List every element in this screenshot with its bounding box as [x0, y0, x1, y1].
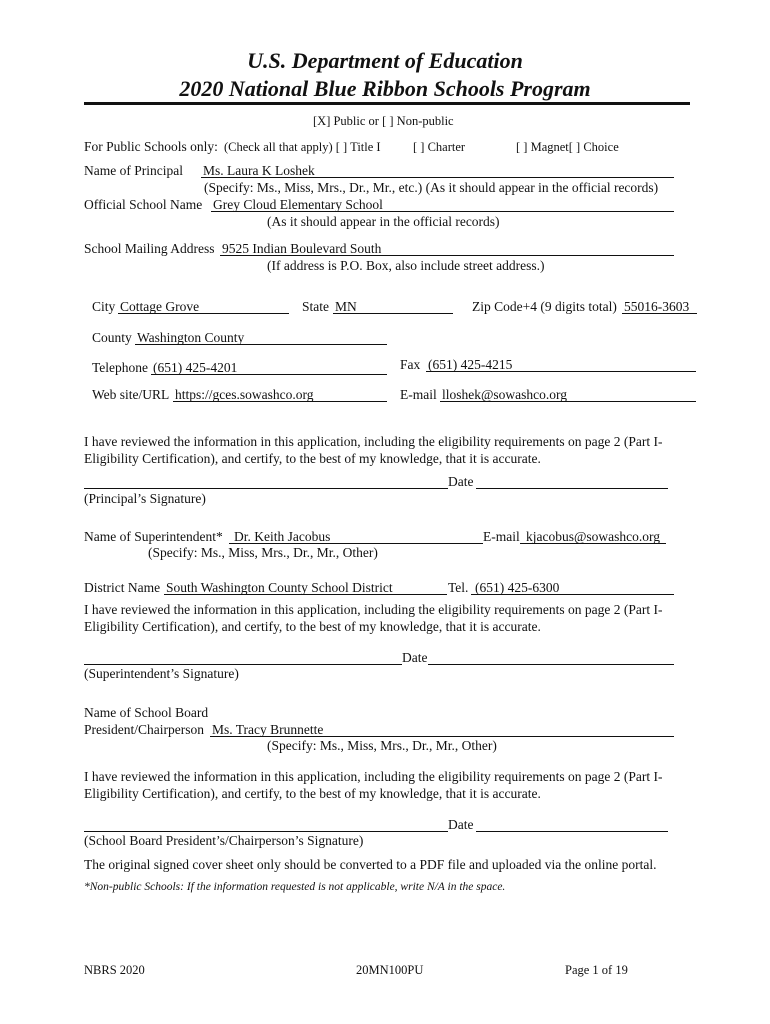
principal-signature-label: (Principal’s Signature) — [84, 491, 206, 506]
board-label-line2: President/Chairperson — [84, 722, 204, 737]
state-label: State — [302, 299, 329, 314]
zip-label: Zip Code+4 (9 digits total) — [472, 299, 617, 314]
district-value[interactable]: South Washington County School District — [166, 580, 393, 595]
website-line — [173, 401, 387, 402]
mailing-address-line — [220, 255, 674, 256]
district-tel-value[interactable]: (651) 425-6300 — [475, 580, 560, 595]
district-tel-line — [471, 594, 674, 595]
board-cert-line1: I have reviewed the information in this application, including the eligibility requirements on page 2 (Part I- — [84, 769, 663, 784]
website-label: Web site/URL — [92, 387, 170, 402]
city-value[interactable]: Cottage Grove — [120, 299, 200, 314]
board-date-label: Date — [448, 817, 474, 832]
principal-date-label: Date — [448, 474, 474, 489]
board-president-line — [210, 736, 674, 737]
superintendent-email-value[interactable]: kjacobus@sowashco.org — [526, 529, 661, 544]
district-label: District Name — [84, 580, 161, 595]
fax-label: Fax — [400, 357, 421, 372]
superintendent-line — [229, 543, 483, 544]
charter-checkbox[interactable]: [ ] Charter — [413, 140, 466, 154]
school-name-line — [211, 211, 674, 212]
superintendent-date-line[interactable] — [428, 664, 674, 665]
footer-center: 20MN100PU — [356, 963, 424, 977]
superintendent-cert-line1: I have reviewed the information in this application, including the eligibility requirements on page 2 (Part I- — [84, 602, 663, 617]
magnet-choice-checkbox[interactable]: [ ] Magnet[ ] Choice — [516, 140, 619, 154]
board-cert-line2: Eligibility Certification), and certify, to the best of my knowledge, that it is accurate. — [84, 786, 541, 801]
district-tel-label: Tel. — [448, 580, 469, 595]
principal-specify-note: (Specify: Ms., Miss, Mrs., Dr., Mr., etc.) (As it should appear in the official records) — [204, 180, 659, 195]
superintendent-label: Name of Superintendent* — [84, 529, 223, 544]
superintendent-email-label: E-mail — [483, 529, 520, 544]
state-value[interactable]: MN — [335, 299, 357, 314]
state-line — [333, 313, 453, 314]
county-line — [135, 344, 387, 345]
school-name-label: Official School Name — [84, 197, 203, 212]
mailing-address-value[interactable]: 9525 Indian Boulevard South — [222, 241, 382, 256]
page-title-line1: U.S. Department of Education — [247, 48, 523, 73]
school-name-note: (As it should appear in the official records) — [267, 214, 500, 229]
footer-left: NBRS 2020 — [84, 963, 145, 977]
principal-name-line — [201, 177, 674, 178]
board-label-line1: Name of School Board — [84, 705, 209, 720]
principal-signature-line[interactable] — [84, 488, 448, 489]
district-line — [164, 594, 447, 595]
board-president-value[interactable]: Ms. Tracy Brunnette — [212, 722, 324, 737]
superintendent-cert-line2: Eligibility Certification), and certify, to the best of my knowledge, that it is accurate. — [84, 619, 541, 634]
telephone-label: Telephone — [92, 360, 149, 375]
fax-line — [426, 371, 696, 372]
title-rule — [84, 102, 690, 105]
city-label: City — [92, 299, 116, 314]
zip-line — [622, 313, 697, 314]
school-name-value[interactable]: Grey Cloud Elementary School — [213, 197, 383, 212]
board-signature-line[interactable] — [84, 831, 448, 832]
upload-note: The original signed cover sheet only should be converted to a PDF file and uploaded via the online portal. — [84, 857, 657, 872]
superintendent-value[interactable]: Dr. Keith Jacobus — [234, 529, 331, 544]
telephone-line — [151, 374, 387, 375]
superintendent-email-line — [520, 543, 666, 544]
principal-cert-line2: Eligibility Certification), and certify, to the best of my knowledge, that it is accurate. — [84, 451, 541, 466]
footer-page-number: Page 1 of 19 — [565, 963, 628, 977]
board-date-line[interactable] — [476, 831, 668, 832]
principal-date-line[interactable] — [476, 488, 668, 489]
superintendent-specify-note: (Specify: Ms., Miss, Mrs., Dr., Mr., Other) — [148, 545, 378, 560]
board-signature-label: (School Board President’s/Chairperson’s Signature) — [84, 833, 364, 848]
board-specify-note: (Specify: Ms., Miss, Mrs., Dr., Mr., Other) — [267, 738, 497, 753]
superintendent-signature-label: (Superintendent’s Signature) — [84, 666, 239, 681]
email-value[interactable]: lloshek@sowashco.org — [442, 387, 568, 402]
county-value[interactable]: Washington County — [137, 330, 245, 345]
principal-cert-line1: I have reviewed the information in this application, including the eligibility requirements on page 2 (Part I- — [84, 434, 663, 449]
superintendent-date-label: Date — [402, 650, 428, 665]
mailing-address-label: School Mailing Address — [84, 241, 215, 256]
nonpublic-note: *Non-public Schools: If the information requested is not applicable, write N/A in the space. — [84, 881, 506, 893]
mailing-address-note: (If address is P.O. Box, also include street address.) — [267, 258, 545, 273]
website-value[interactable]: https://gces.sowashco.org — [175, 387, 314, 402]
fax-value[interactable]: (651) 425-4215 — [428, 357, 513, 372]
public-schools-label: For Public Schools only: — [84, 139, 218, 154]
telephone-value[interactable]: (651) 425-4201 — [153, 360, 238, 375]
school-type-checkboxes[interactable]: [X] Public or [ ] Non-public — [313, 114, 454, 128]
email-label: E-mail — [400, 387, 437, 402]
zip-value[interactable]: 55016-3603 — [624, 299, 690, 314]
superintendent-signature-line[interactable] — [84, 664, 402, 665]
city-line — [118, 313, 289, 314]
principal-label: Name of Principal — [84, 163, 183, 178]
page-title-line2: 2020 National Blue Ribbon Schools Program — [179, 76, 591, 101]
title-i-checkbox[interactable]: (Check all that apply) [ ] Title I — [224, 140, 381, 154]
email-line — [440, 401, 696, 402]
county-label: County — [92, 330, 132, 345]
principal-name-value[interactable]: Ms. Laura K Loshek — [203, 163, 315, 178]
